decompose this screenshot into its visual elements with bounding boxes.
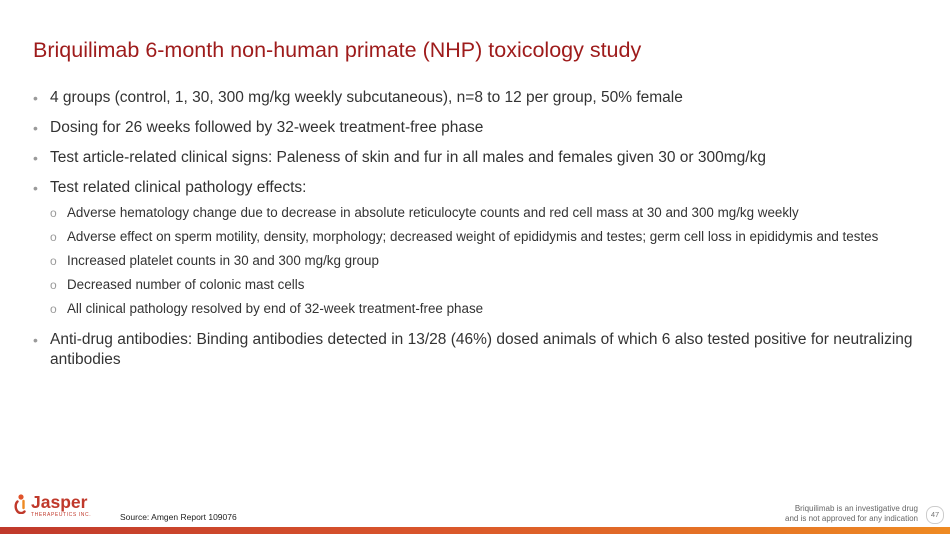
slide-title: Briquilimab 6-month non-human primate (NHP) toxicology study [33, 38, 642, 62]
sub-bullet-item [33, 276, 913, 294]
bullet-marker: • [33, 150, 38, 166]
bullet-text: Test related clinical pathology effects: [50, 179, 307, 196]
content-list [33, 88, 913, 380]
sub-bullet-marker: o [50, 230, 57, 244]
bullet-item [33, 330, 913, 370]
sub-bullet-marker: o [50, 302, 57, 316]
disclaimer-line-2: and is not approved for any indication [785, 514, 918, 523]
bullet-item [33, 178, 913, 198]
bullet-item [33, 118, 913, 138]
logo-main [14, 492, 104, 518]
disclaimer [718, 504, 918, 524]
bullet-item [33, 148, 913, 168]
sub-bullet-text: Decreased number of colonic mast cells [67, 277, 305, 292]
page-number: 47 [926, 506, 944, 524]
sub-bullet-text: Increased platelet counts in 30 and 300 mg/kg group [67, 253, 379, 268]
logo-tagline: THERAPEUTICS INC. [31, 512, 92, 518]
bullet-text: Anti-drug antibodies: Binding antibodies detected in 13/28 (46%) dosed animals of which 6 also tested positive for neutralizing antibodies [50, 331, 913, 368]
sub-bullet-text: Adverse hematology change due to decrease in absolute reticulocyte counts and red cell mass at 30 and 300 mg/kg weekly [67, 205, 799, 220]
bottom-gradient-bar [0, 527, 950, 534]
sub-bullet-item [33, 300, 913, 318]
bullet-item [33, 88, 913, 108]
bullet-marker: • [33, 90, 38, 106]
bullet-text: 4 groups (control, 1, 30, 300 mg/kg weekly subcutaneous), n=8 to 12 per group, 50% female [50, 89, 683, 106]
bullet-text: Test article-related clinical signs: Paleness of skin and fur in all males and females given 30 or 300mg/kg [50, 149, 766, 166]
sub-bullet-item [33, 228, 913, 246]
sub-bullet-list [33, 204, 913, 318]
sub-bullet-text: Adverse effect on sperm motility, density, morphology; decreased weight of epididymis and testes; germ cell loss in epididymis and testes [67, 229, 879, 244]
bullet-marker: • [33, 120, 38, 136]
sub-bullet-item [33, 252, 913, 270]
jasper-logo-icon [14, 494, 28, 514]
bullet-marker: • [33, 180, 38, 196]
bullet-marker: • [33, 332, 38, 348]
logo-wordmark: Jasper [31, 492, 88, 512]
sub-bullet-marker: o [50, 206, 57, 220]
sub-bullet-marker: o [50, 254, 57, 268]
sub-bullet-text: All clinical pathology resolved by end of 32-week treatment-free phase [67, 301, 484, 316]
sub-bullet-item [33, 204, 913, 222]
sub-bullet-marker: o [50, 278, 57, 292]
bullet-text: Dosing for 26 weeks followed by 32-week treatment-free phase [50, 119, 484, 136]
disclaimer-line-1: Briquilimab is an investigative drug [794, 504, 918, 513]
source-note: Source: Amgen Report 109076 [120, 512, 237, 522]
